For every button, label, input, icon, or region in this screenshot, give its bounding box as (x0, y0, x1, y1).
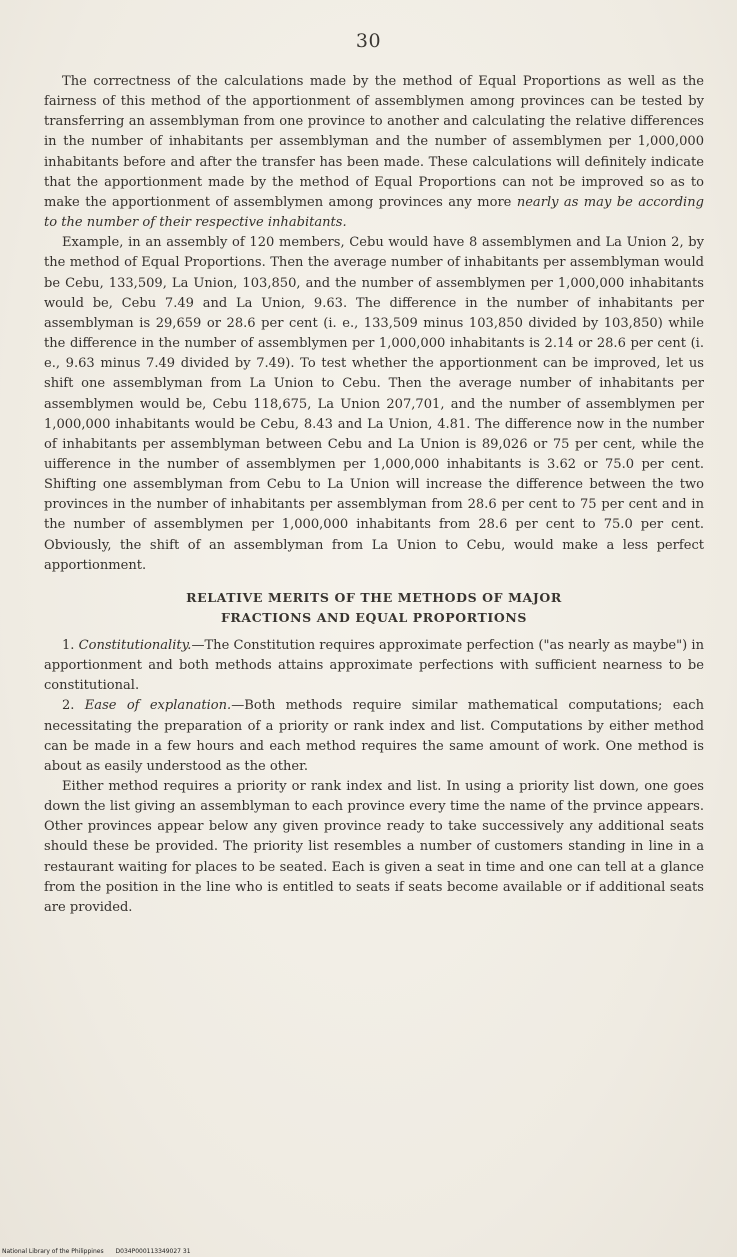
footer-library-name: National Library of the Philippines (2, 1248, 104, 1255)
paragraph-italic-text: nearly as may be according to the number of their respective inhabitants. (44, 194, 704, 231)
paragraph (44, 233, 704, 576)
scan-footer (2, 1248, 201, 1255)
page-number: 30 (355, 30, 382, 52)
paragraph-text: Either method requires a priority or rank index and list. In using a priority list down, one goes down the list giving an assemblyman to each province every time the name of the prvince appears. Other provinces appear below any given province ready to take successively any additional seats should these be provided. The priority list resembles a number of customers standing in line in a restaurant waiting for places to be seated. Each is given a seat in time and one can tell at a glance from the position in the line who is entitled to seats if seats become available or if additional seats are provided. (44, 779, 704, 915)
paragraph-text: Example, in an assembly of 120 members, Cebu would have 8 assemblymen and La Union 2, by the method of Equal Proportions. Then the average number of inhabitants per assemblyman would be Cebu, 133,509, La Union, 103,850, and the number of assemblymen per 1,000,000 inhabitants would be, Cebu 7.49 and La Union, 9.63. The difference in the number of inhabitants per assemblyman is 29,659 or 28.6 per cent (i. e., 133,509 minus 103,850 divided by 103,850) while the difference in the number of assemblymen per 1,000,000 inhabitants is 2.14 or 28.6 per cent (i. e., 9.63 minus 7.49 divided by 7.49). To test whether the apportionment can be improved, let us shift one assemblyman from La Union to Cebu. Then the average number of inhabitants per assemblymen would be, Cebu 118,675, La Union 207,701, and the number of assemblymen per 1,000,000 inhabitants would be Cebu, 8.43 and La Union, 4.81. The difference now in the number of inhabitants per assemblyman between Cebu and La Union is 89,026 or 75 per cent, while the uifference in the number of assemblymen per 1,000,000 inhabitants is 3.62 or 75.0 per cent. Shifting one assemblyman from Cebu to La Union will increase the difference between the two provinces in the number of inhabitants per assemblyman from 28.6 per cent to 75 per cent and in the number of assemblymen per 1,000,000 inhabitants from 28.6 per cent to 75.0 per cent. Obviously, the shift of an assemblyman from La Union to Cebu, would make a less perfect apportionment. (44, 235, 704, 573)
paragraph (44, 777, 704, 918)
section-heading (44, 588, 704, 628)
paragraph-text: —The Constitution requires approximate perfection ("as nearly as maybe") in apportionment and both methods attains approximate perfections with sufficient nearness to be constitutional. (44, 637, 704, 694)
paragraph-text: —Both methods require similar mathematical computations; each necessitating the preparation of a priority or rank index and list. Computations by either method can be made in a few hours and each method requires the same amount of work. One method is about as easily understood as the other. (44, 698, 704, 774)
item-title: Ease of explanation. (84, 698, 232, 714)
item-title: Constitutionality. (78, 637, 192, 653)
section-heading-line-1: RELATIVE MERITS OF THE METHODS OF MAJOR (186, 589, 562, 605)
paragraph (44, 636, 704, 696)
paragraph (44, 696, 704, 777)
footer-scan-code: D034P000113349027 31 (115, 1248, 191, 1255)
page-body (44, 72, 704, 918)
paragraph (44, 72, 704, 233)
paragraph-text: The correctness of the calculations made by the method of Equal Proportions as well as the fairness of this method of the apportionment of assemblymen among provinces can be tested by transferring an assemblyman from one province to another and calculating the relative differences in the number of inhabitants per assemblyman and the number of assemblymen per 1,000,000 inhabitants before and after the transfer has been made. These calculations will definitely indicate that the apportionment made by the method of Equal Proportions can not be improved so as to make the apportionment of assemblymen among provinces any more (44, 74, 704, 210)
item-number: 1. (62, 637, 79, 653)
item-number: 2. (62, 698, 85, 714)
section-heading-line-2: FRACTIONS AND EQUAL PROPORTIONS (220, 609, 528, 625)
